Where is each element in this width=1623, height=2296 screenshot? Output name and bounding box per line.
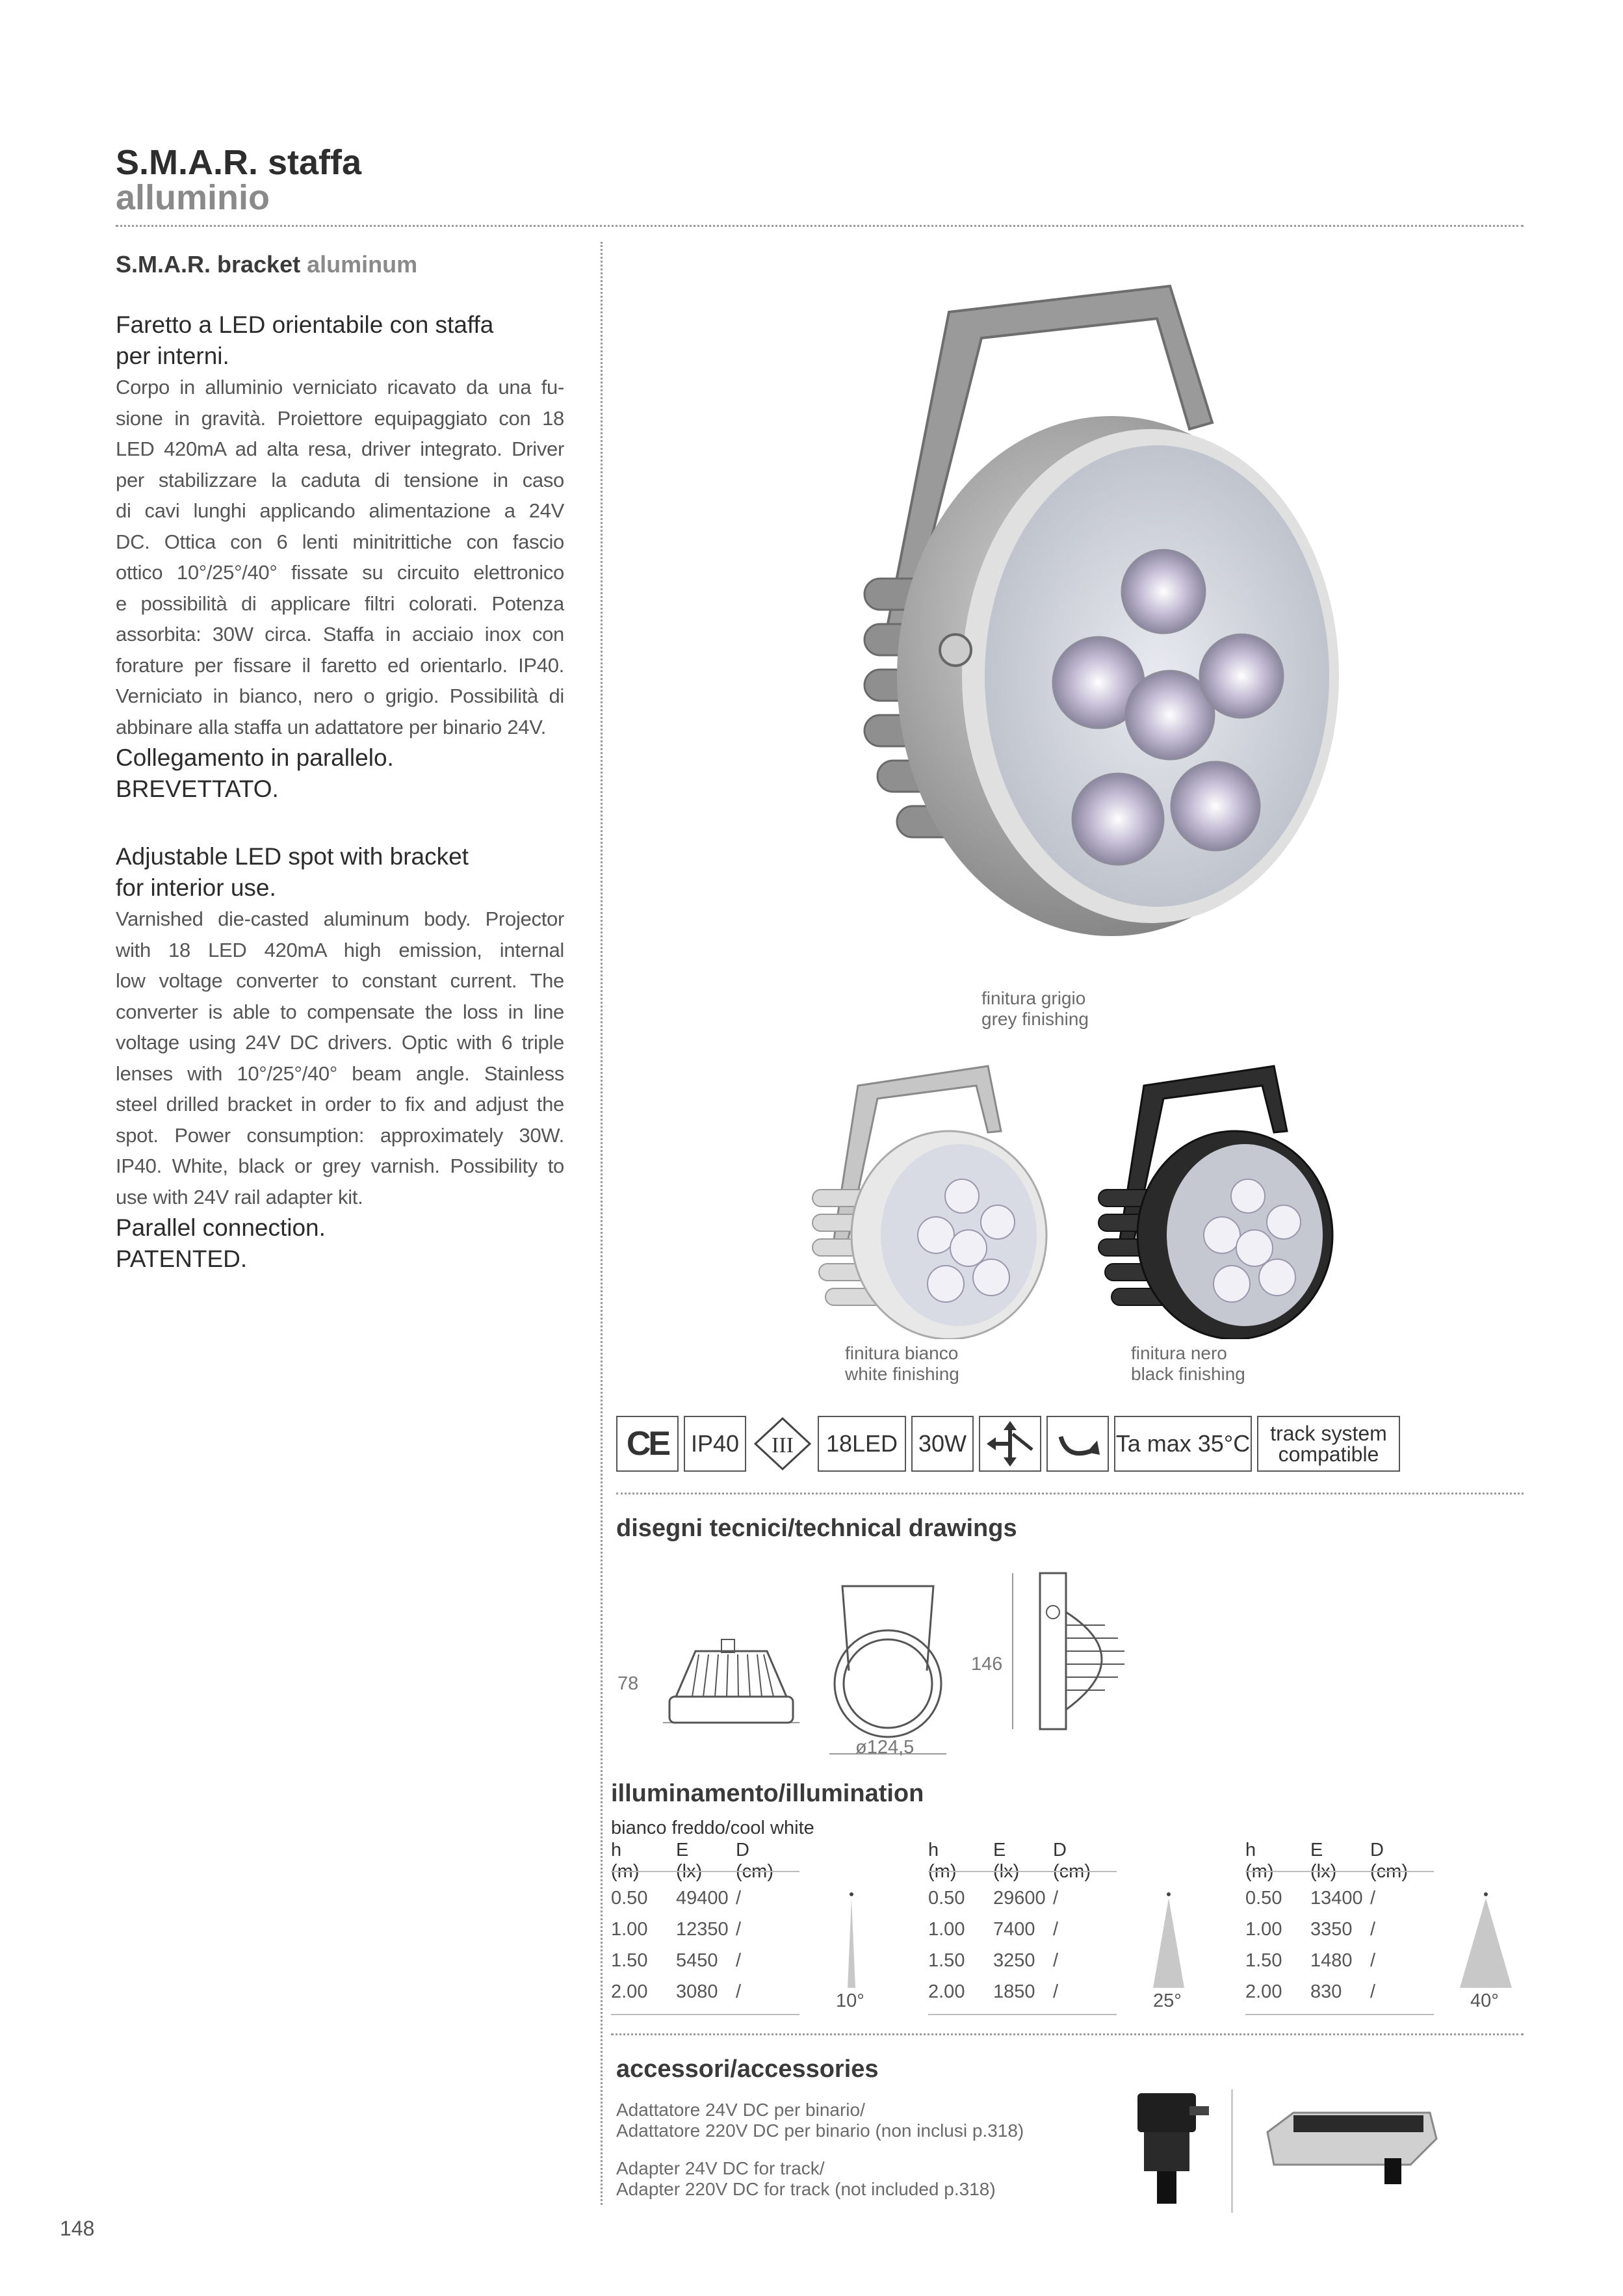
table-cell: 49400: [676, 1888, 729, 1909]
table-cell: 1.00: [928, 1919, 965, 1940]
body-line: LED 420mA ad alta resa, driver integrato. Driver: [116, 437, 564, 460]
body-line: Varnished die-casted aluminum body. Projector: [116, 907, 564, 930]
table-cell: 3250: [993, 1950, 1035, 1971]
beam-cone-icon: [1453, 1890, 1518, 1994]
english-body: [116, 904, 564, 1212]
track-compatible-badge: track system compatible: [1257, 1416, 1400, 1472]
page-number: 148: [60, 2217, 95, 2240]
product-image-grey: [825, 273, 1345, 975]
table-cell: 1850: [993, 1981, 1035, 2002]
english-description: [116, 841, 564, 1275]
english-title: S.M.A.R. bracket aluminum: [116, 251, 418, 278]
table-header: D (cm): [736, 1840, 773, 1882]
accessory-divider: [1231, 2089, 1233, 2213]
body-line: IP40. White, black or grey varnish. Possibility to: [116, 1155, 564, 1177]
italian-bold-2: BREVETTATO.: [116, 776, 279, 802]
table-cell: /: [736, 1981, 742, 2002]
bracket-side-drawing: [1007, 1567, 1150, 1736]
light-source-dot: [1484, 1892, 1488, 1896]
illumination-title: illuminamento/illumination: [611, 1780, 924, 1807]
table-cell: 2.00: [928, 1981, 965, 2002]
class-iii-badge: [751, 1416, 814, 1472]
table-rule: [928, 2014, 1117, 2015]
technical-drawings-title: disegni tecnici/technical drawings: [616, 1515, 1017, 1542]
column-divider: [601, 242, 603, 2205]
table-cell: 29600: [993, 1888, 1046, 1909]
ce-badge: CE: [616, 1416, 679, 1472]
table-cell: 0.50: [928, 1888, 965, 1909]
table-cell: 1.00: [1245, 1919, 1282, 1940]
table-cell: /: [1053, 1919, 1059, 1940]
page-subtitle: alluminio: [116, 178, 270, 217]
italian-bold-1: Collegamento in parallelo.: [116, 744, 394, 771]
table-cell: 7400: [993, 1919, 1035, 1940]
accessories-italian: Adattatore 24V DC per binario/ Adattatore 220V DC per binario (non inclusi p.318): [616, 2100, 1024, 2141]
body-line: assorbita: 30W circa. Staffa in acciaio inox con: [116, 623, 564, 646]
beam-cone-icon: [1136, 1890, 1201, 1994]
beam-angle-label: 10°: [836, 1990, 864, 2011]
table-cell: 1.00: [611, 1919, 648, 1940]
power-badge: 30W: [911, 1416, 974, 1472]
table-cell: /: [1370, 1919, 1376, 1940]
table-rule: [611, 1871, 799, 1872]
table-cell: 12350: [676, 1919, 729, 1940]
adapter-24v-image: [1124, 2087, 1215, 2210]
table-rule: [928, 1871, 1117, 1872]
body-line: converter is able to compensate the loss in line: [116, 1000, 564, 1023]
body-line: spot. Power consumption: approximately 30W.: [116, 1123, 564, 1147]
table-cell: /: [1370, 1981, 1376, 2002]
beam-angle-label: 40°: [1470, 1990, 1499, 2011]
table-cell: 3080: [676, 1981, 718, 2002]
bracket-height-dimension: 146: [971, 1654, 1003, 1675]
body-line: Verniciato in bianco, nero o grigio. Possibilità di: [116, 685, 564, 707]
table-rule: [1245, 2014, 1434, 2015]
english-heading: Adjustable LED spot with bracket: [116, 843, 469, 870]
table-header: E (lx): [993, 1840, 1020, 1882]
header-divider: [116, 225, 1524, 227]
table-rule: [1245, 1871, 1434, 1872]
table-cell: /: [1053, 1981, 1059, 2002]
body-line: Corpo in alluminio verniciato ricavato da una fu-: [116, 376, 564, 398]
table-cell: 830: [1310, 1981, 1342, 2002]
beam-angle-label: 25°: [1153, 1990, 1182, 2011]
italian-body: [116, 372, 564, 742]
illumination-subtitle: bianco freddo/cool white: [611, 1818, 814, 1838]
beam-cone: [848, 1898, 855, 1988]
table-cell: /: [1370, 1888, 1376, 1909]
body-line: ottico 10°/25°/40° fissate su circuito elettronico: [116, 561, 564, 584]
table-cell: 1.50: [1245, 1950, 1282, 1971]
italian-heading-2: per interni.: [116, 343, 229, 369]
table-cell: 1480: [1310, 1950, 1353, 1971]
italian-heading: Faretto a LED orientabile con staffa: [116, 311, 494, 338]
body-line: DC. Ottica con 6 lenti minitrittiche con fascio: [116, 530, 564, 553]
table-header: E (lx): [676, 1840, 703, 1882]
table-header: h (m): [928, 1840, 957, 1882]
table-cell: /: [736, 1888, 742, 1909]
body-line: lenses with 10°/25°/40° beam angle. Stainless: [116, 1062, 564, 1085]
table-cell: 1.50: [611, 1950, 648, 1971]
table-cell: /: [736, 1919, 742, 1940]
table-cell: 0.50: [1245, 1888, 1282, 1909]
body-line: abbinare alla staffa un adattatore per binario 24V.: [116, 715, 547, 738]
body-line: low voltage converter to constant current. The: [116, 969, 564, 992]
table-cell: 5450: [676, 1950, 718, 1971]
front-view-drawing: [823, 1573, 953, 1762]
ip40-badge: IP40: [684, 1416, 746, 1472]
beam-cone: [1153, 1898, 1184, 1988]
english-heading-2: for interior use.: [116, 874, 276, 901]
body-line: e possibilità di applicare filtri colorati. Potenza: [116, 592, 564, 615]
english-bold-1: Parallel connection.: [116, 1214, 326, 1241]
body-line: steel drilled bracket in order to fix and adjust the: [116, 1093, 564, 1115]
table-header: h (m): [611, 1840, 640, 1882]
caption-black: finitura nero black finishing: [1131, 1343, 1245, 1384]
table-cell: 2.00: [611, 1981, 648, 2002]
table-cell: 3350: [1310, 1919, 1353, 1940]
adapter-220v-image: [1254, 2093, 1449, 2191]
table-cell: 0.50: [611, 1888, 648, 1909]
light-source-dot: [850, 1892, 853, 1896]
ta-max-badge: Ta max 35°C: [1114, 1416, 1252, 1472]
page-title: S.M.A.R. staffa: [116, 143, 362, 182]
body-line: sione in gravità. Proiettore equipaggiato con 18: [116, 406, 564, 430]
table-header: E (lx): [1310, 1840, 1337, 1882]
table-rule: [611, 2014, 799, 2015]
table-cell: /: [1053, 1950, 1059, 1971]
caption-white: finitura bianco white finishing: [845, 1343, 959, 1384]
product-image-black: [1092, 1060, 1339, 1339]
caption-grey: finitura grigio grey finishing: [981, 988, 1089, 1029]
section-divider: [616, 1493, 1524, 1494]
body-line: voltage using 24V DC drivers. Optic with 6 triple: [116, 1031, 564, 1054]
diameter-dimension: ø124,5: [855, 1737, 915, 1758]
accessories-english: Adapter 24V DC for track/ Adapter 220V DC for track (not included p.318): [616, 2158, 996, 2199]
italian-description: [116, 309, 564, 805]
accessories-title: accessori/accessories: [616, 2055, 879, 2083]
english-bold-2: PATENTED.: [116, 1246, 248, 1272]
adjustable-icon: [979, 1416, 1041, 1472]
table-cell: 13400: [1310, 1888, 1363, 1909]
table-cell: /: [1053, 1888, 1059, 1909]
light-source-dot: [1167, 1892, 1171, 1896]
accessories-divider: [611, 2033, 1524, 2035]
svg-text:III: III: [772, 1433, 794, 1457]
table-cell: 2.00: [1245, 1981, 1282, 2002]
body-line: forature per fissare il faretto ed orientarlo. IP40.: [116, 653, 564, 677]
side-view-drawing: [656, 1632, 806, 1729]
led-count-badge: 18LED: [818, 1416, 906, 1472]
beam-cone: [1460, 1898, 1512, 1988]
height-dimension: 78: [617, 1673, 639, 1694]
rotation-icon: [1046, 1416, 1109, 1472]
body-line: with 18 LED 420mA high emission, internal: [116, 938, 564, 961]
table-header: D (cm): [1053, 1840, 1091, 1882]
product-image-white: [806, 1060, 1053, 1339]
table-cell: 1.50: [928, 1950, 965, 1971]
beam-cone-icon: [819, 1890, 884, 1994]
body-line: di cavi lunghi applicando alimentazione a 24V: [116, 499, 564, 522]
table-header: h (m): [1245, 1840, 1274, 1882]
body-line: per stabilizzare la caduta di tensione in caso: [116, 468, 564, 491]
table-cell: /: [736, 1950, 742, 1971]
table-header: D (cm): [1370, 1840, 1408, 1882]
body-line: use with 24V rail adapter kit.: [116, 1185, 363, 1208]
table-cell: /: [1370, 1950, 1376, 1971]
